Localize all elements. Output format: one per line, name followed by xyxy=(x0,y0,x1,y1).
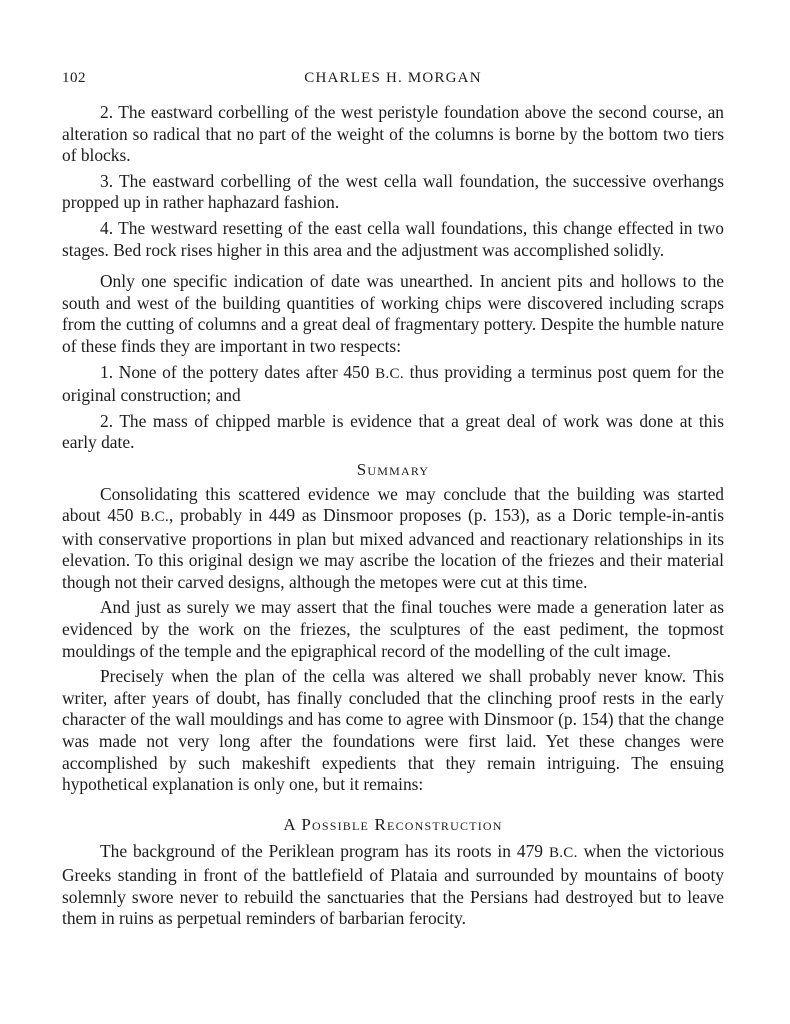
page-number: 102 xyxy=(62,70,86,86)
paragraph-summary-3: Precisely when the plan of the cella was altered we shall probably never know. This writer, after years of doubt, has finally concluded that the clinching proof rests in the early character of the wall mouldings and has come to agree with Dinsmoor (p. 154) that the change was made not very long after the foundations were first laid. Yet these changes were accomplished by such makeshift expedients that they remain intriguing. The ensuing hypothetical explanation is only one, but it remains: xyxy=(62,666,724,795)
text-run: when the victorious Greeks standing in front of the battlefield of Plataia and surrounded by mountains of booty solemnly swore never to rebuild the sanctuaries that the Persians had destroyed but to leave them in ruins as perpetual reminders of barbarian ferocity. xyxy=(62,841,724,929)
paragraph-date-evidence: Only one specific indication of date was unearthed. In ancient pits and hollows to the south and west of the building quantities of working chips were discovered including scraps from the cutting of columns and a great deal of fragmentary pottery. Despite the humble nature of these finds they are important in two respects: xyxy=(62,271,724,356)
paragraph-reconstruction-1 xyxy=(62,841,724,929)
list-item-pottery xyxy=(62,362,724,407)
list-item-marble: 2. The mass of chipped marble is evidence that a great deal of work was done at this early date. xyxy=(62,410,724,453)
book-page xyxy=(62,68,724,930)
list-item-westward-peristyle: 2. The eastward corbelling of the west peristyle foundation above the second course, an alteration so radical that no part of the weight of the columns is borne by the bottom two tiers of blocks. xyxy=(62,102,724,166)
section-heading-reconstruction: A Possible Reconstruction xyxy=(283,814,503,834)
text-run: Consolidating this scattered evidence we may conclude that the building was started about 450 xyxy=(62,483,724,526)
text-run: 1. None of the pottery dates after 450 xyxy=(100,361,370,382)
running-head xyxy=(62,68,724,92)
era-abbreviation: B.C. xyxy=(140,509,169,526)
text-run: The background of the Periklean program has its roots in 479 xyxy=(100,841,543,862)
list-item-east-cella: 4. The westward resetting of the east cella wall foundations, this change effected in two stages. Bed rock rises higher in this area and the adjustment was accomplished solidly. xyxy=(62,217,724,260)
section-heading-summary: Summary xyxy=(356,459,430,479)
era-abbreviation: B.C. xyxy=(548,845,578,862)
text-run: , probably in 449 as Dinsmoor proposes (p. 153), as a Doric temple-in-antis with conservative proportions in plan but mixed advanced and reactionary relationships in its elevation. To this original design we may ascribe the location of the friezes and their material though not their carved designs, although the metopes were cut at this time. xyxy=(62,505,725,592)
list-item-cella-wall: 3. The eastward corbelling of the west cella wall foundation, the successive overhangs propped up in rather haphazard fashion. xyxy=(62,170,724,213)
text-run: thus providing a terminus post quem for the original construction; and xyxy=(62,361,724,406)
paragraph-summary-2: And just as surely we may assert that the final touches were made a generation later as evidenced by the work on the friezes, the sculptures of the east pediment, the topmost mouldings of the temple and the epigraphical record of the modelling of the cult image. xyxy=(62,597,724,661)
era-abbreviation: B.C. xyxy=(375,365,404,382)
paragraph-summary-1 xyxy=(62,484,724,594)
running-title: CHARLES H. MORGAN xyxy=(304,70,482,86)
